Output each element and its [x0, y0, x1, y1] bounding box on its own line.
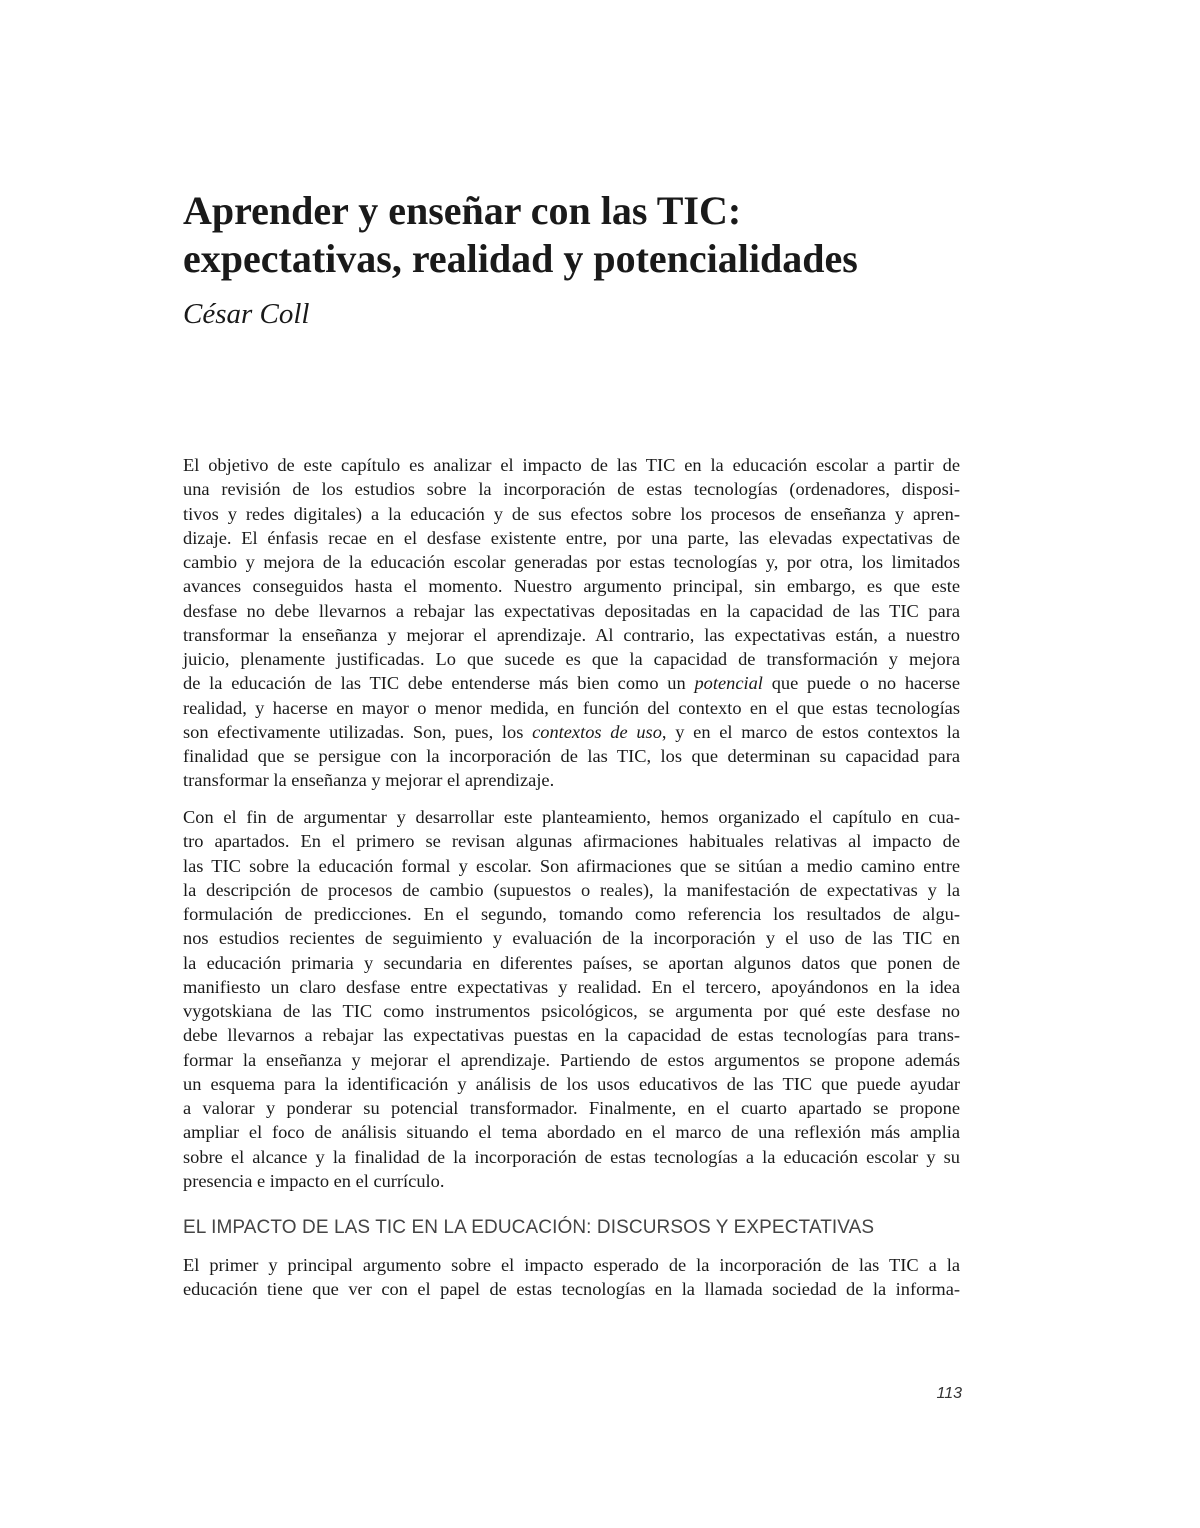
text-line: educación tiene que ver con el papel de estas tecnologías en la llamada sociedad de la informa-	[183, 1279, 960, 1300]
text-segment: , y en el marco de estos contextos la	[661, 721, 960, 742]
text-line: manifiesto un claro desfase entre expectativas y realidad. En el tercero, apoyándonos en la idea	[183, 976, 960, 997]
text-line: nos estudios recientes de seguimiento y evaluación de la incorporación y el uso de las TIC en	[183, 928, 960, 949]
text-line: ampliar el foco de análisis situando el tema abordado en el marco de una reflexión más amplia	[183, 1122, 960, 1143]
chapter-title	[183, 187, 983, 283]
text-line: juicio, plenamente justificadas. Lo que sucede es que la capacidad de transformación y mejora	[183, 649, 960, 669]
text-line: dizaje. El énfasis recae en el desfase existente entre, por una parte, las elevadas expectativas de	[183, 527, 960, 548]
text-line: a valorar y ponderar su potencial transformador. Finalmente, en el cuarto apartado se propone	[183, 1098, 960, 1118]
text-line: debe llevarnos a rebajar las expectativas puestas en la capacidad de estas tecnologías para trans-	[183, 1025, 960, 1046]
text-line: presencia e impacto en el currículo.	[183, 1170, 445, 1191]
text-line: El objetivo de este capítulo es analizar el impacto de las TIC en la educación escolar a partir de	[183, 455, 960, 475]
text-line: cambio y mejora de la educación escolar generadas por estas tecnologías y, por otra, los limitados	[183, 552, 960, 572]
chapter-title-line: expectativas, realidad y potencialidades	[183, 236, 858, 281]
text-line: formar la enseñanza y mejorar el aprendizaje. Partiendo de estos argumentos se propone además	[183, 1049, 960, 1070]
text-line: la educación primaria y secundaria en diferentes países, se aportan algunos datos que ponen de	[183, 952, 960, 973]
text-line: Con el fin de argumentar y desarrollar este planteamiento, hemos organizado el capítulo en cua-	[183, 807, 960, 827]
outline-paragraph	[183, 805, 960, 1193]
text-line: vygotskiana de las TIC como instrumentos psicológicos, se argumenta por qué este desfase no	[183, 1001, 960, 1021]
text-line	[183, 720, 960, 744]
emphasis-potencial: potencial	[694, 673, 763, 694]
text-line: realidad, y hacerse en mayor o menor medida, en función del contexto en el que estas tecnologías	[183, 697, 960, 718]
text-line: El primer y principal argumento sobre el impacto esperado de la incorporación de las TIC a la	[183, 1255, 960, 1275]
section-heading: EL IMPACTO DE LAS TIC EN LA EDUCACIÓN: DISCURSOS Y EXPECTATIVAS	[183, 1217, 875, 1238]
text-line: transformar la enseñanza y mejorar el aprendizaje.	[183, 770, 555, 791]
text-line: formulación de predicciones. En el segundo, tomando como referencia los resultados de algu-	[183, 904, 960, 924]
text-line: las TIC sobre la educación formal y escolar. Son afirmaciones que se sitúan a medio camino entre	[183, 855, 960, 876]
text-line: la descripción de procesos de cambio (supuestos o reales), la manifestación de expectativas y la	[183, 879, 960, 900]
text-line: tivos y redes digitales) a la educación y de sus efectos sobre los procesos de enseñanza y apren-	[183, 503, 960, 524]
text-segment: de la educación de las TIC debe entenderse más bien como un	[183, 673, 695, 694]
text-line: sobre el alcance y la finalidad de la incorporación de estas tecnologías a la educación escolar y su	[183, 1146, 960, 1167]
abstract-paragraph	[183, 453, 960, 793]
text-line: finalidad que se persigue con la incorporación de las TIC, los que determinan su capacidad para	[183, 746, 960, 766]
emphasis-contextos-de-uso: contextos de uso	[532, 721, 662, 742]
page-number: 113	[936, 1385, 962, 1402]
section-paragraph	[183, 1253, 960, 1302]
author-name: César Coll	[183, 298, 310, 330]
text-line: desfase no debe llevarnos a rebajar las expectativas depositadas en la capacidad de las TIC para	[183, 600, 960, 621]
text-line: tro apartados. En el primero se revisan algunas afirmaciones habituales relativas al impacto de	[183, 831, 960, 852]
text-line: una revisión de los estudios sobre la incorporación de estas tecnologías (ordenadores, disposi-	[183, 479, 960, 500]
text-line	[183, 671, 960, 695]
chapter-title-line: Aprender y enseñar con las TIC:	[183, 188, 742, 233]
text-line: avances conseguidos hasta el momento. Nuestro argumento principal, sin embargo, es que este	[183, 576, 960, 597]
text-line: transformar la enseñanza y mejorar el aprendizaje. Al contrario, las expectativas están, a nuestro	[183, 624, 960, 645]
text-segment: que puede o no hacerse	[762, 673, 960, 694]
text-line: un esquema para la identificación y análisis de los usos educativos de las TIC que puede ayudar	[183, 1073, 960, 1094]
text-segment: son efectivamente utilizadas. Son, pues, los	[183, 721, 533, 742]
